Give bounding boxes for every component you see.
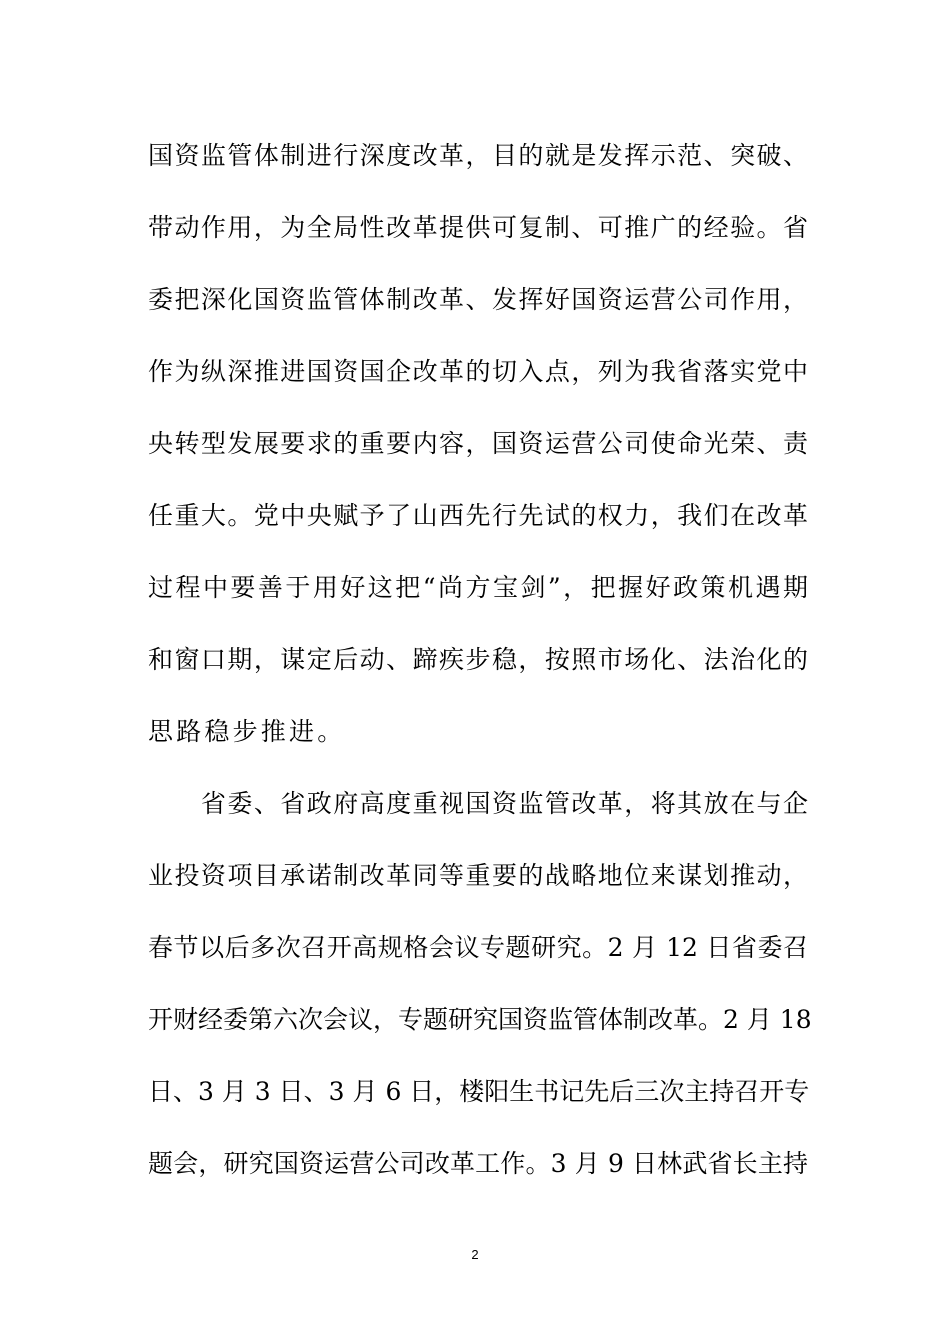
body-text-line-15: 题会，研究国资运营公司改革工作。3 月 9 日林武省长主持: [148, 1149, 808, 1178]
body-text-line-13: 开财经委第六次会议，专题研究国资监管体制改革。2 月 18: [148, 1005, 812, 1034]
body-text-line-4: 作为纵深推进国资国企改革的切入点，列为我省落实党中: [148, 357, 808, 386]
body-text-line-8: 和窗口期，谋定后动、蹄疾步稳，按照市场化、法治化的: [148, 645, 808, 674]
page-number: 2: [471, 1247, 479, 1262]
body-text-line-12: 春节以后多次召开高规格会议专题研究。2 月 12 日省委召: [148, 933, 808, 962]
body-text-line-2: 带动作用，为全局性改革提供可复制、可推广的经验。省: [148, 213, 808, 242]
body-text-line-14: 日、3 月 3 日、3 月 6 日，楼阳生书记先后三次主持召开专: [148, 1077, 810, 1106]
body-text-line-6: 任重大。党中央赋予了山西先行先试的权力，我们在改革: [148, 501, 808, 530]
body-text-line-11: 业投资项目承诺制改革同等重要的战略地位来谋划推动，: [148, 861, 808, 890]
body-text-line-5: 央转型发展要求的重要内容，国资运营公司使命光荣、责: [148, 429, 808, 458]
body-text-line-9: 思路稳步推进。: [148, 717, 346, 746]
body-text-line-10: 省委、省政府高度重视国资监管改革，将其放在与企: [148, 789, 808, 818]
body-text-line-7: 过程中要善于用好这把“尚方宝剑”，把握好政策机遇期: [148, 573, 808, 602]
body-text-line-3: 委把深化国资监管体制改革、发挥好国资运营公司作用，: [148, 285, 808, 314]
body-text-line-1: 国资监管体制进行深度改革，目的就是发挥示范、突破、: [148, 141, 808, 170]
